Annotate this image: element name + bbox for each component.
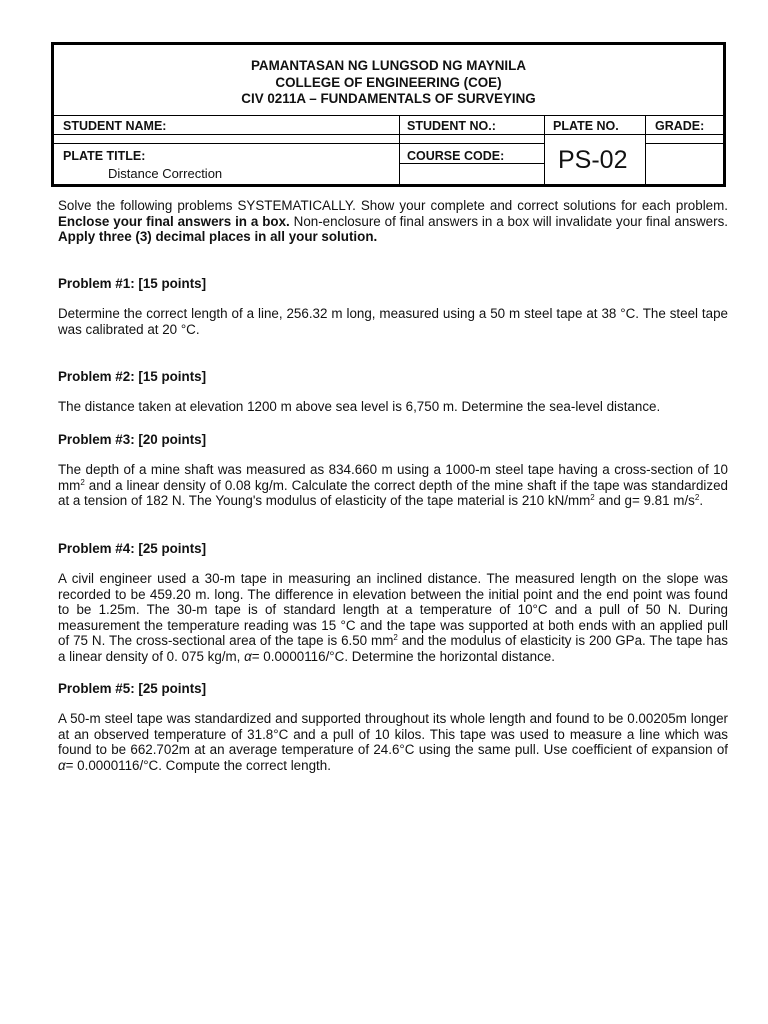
problem-2-text: The distance taken at elevation 1200 m above sea level is 6,750 m. Determine the sea-level distance. — [58, 399, 661, 414]
problem-5-text — [58, 711, 728, 773]
problem-3-sup-1: 2 — [80, 477, 85, 487]
student-no-label: STUDENT NO.: — [407, 119, 496, 133]
problem-4-text-2: and the modulus of elasticity is 200 GPa. The tape has a linear density of 0. 075 kg/m, — [58, 633, 728, 664]
instructions-text-1: Solve the following problems SYSTEMATICALLY. Show your complete and correct solutions for each problem. — [58, 198, 728, 213]
grid-line-sub — [399, 163, 544, 164]
problem-3-text — [58, 462, 728, 509]
problem-4-heading: Problem #4: [25 points] — [58, 541, 207, 556]
instructions-text-2: Non-enclosure of final answers in a box will invalidate your final answers. — [289, 213, 728, 229]
grid-line-mid — [54, 134, 723, 135]
grid-vline-2 — [544, 115, 545, 184]
student-name-label: STUDENT NAME: — [63, 119, 167, 133]
problem-3-text-4: . — [699, 493, 704, 509]
grid-vline-3 — [645, 115, 646, 184]
problem-3-sup-3: 2 — [694, 493, 700, 503]
problem-5-alpha: α — [58, 757, 66, 773]
plate-title-label: PLATE TITLE: — [63, 149, 146, 163]
problem-4-text-1: A civil engineer used a 30-m tape in measuring an inclined distance. The measured length on the slope was recorded to be 459.20 m. long. The difference in elevation between the initial point and the end point was found to be 1.25m. The 30-m tape is of standard length at a temperature of 10°C and a pull of 50 N. During measurement the temperature reading was 15 °C and the tape was supported at both ends with an applied pull of 75 N. The cross-sectional area of the tape is 6.50 mm — [58, 571, 728, 649]
university-name: PAMANTASAN NG LUNGSOD NG MAYNILA — [250, 58, 526, 73]
instructions-bold-2: Apply three (3) decimal places in all your solution. — [58, 229, 378, 245]
header-box — [51, 42, 726, 187]
problem-3-sup-2: 2 — [590, 493, 595, 503]
header-titles — [54, 58, 723, 108]
problem-3-text-2: and a linear density of 0.08 kg/m. Calculate the correct depth of the mine shaft if the tape was standardized at a tension of 182 N. The Young's modulus of elasticity of the tape material is 210 kN/mm — [58, 477, 728, 509]
problem-5-heading: Problem #5: [25 points] — [58, 681, 207, 696]
problem-3-text-1: The depth of a mine shaft was measured as 834.660 m using a 1000-m steel tape having a cross-section of 10 mm — [58, 462, 728, 493]
plate-no-label: PLATE NO. — [553, 119, 619, 133]
problem-5-text-2: = 0.0000116/°C. Compute the correct length. — [65, 757, 331, 773]
problem-4-text — [58, 571, 728, 665]
course-title: CIV 0211A – FUNDAMENTALS OF SURVEYING — [241, 91, 536, 106]
college-name: COLLEGE OF ENGINEERING (COE) — [275, 74, 502, 90]
problem-3-heading: Problem #3: [20 points] — [58, 432, 207, 447]
problem-2-heading: Problem #2: [15 points] — [58, 369, 207, 384]
grid-line-lower-left — [54, 143, 544, 144]
plate-title-value: Distance Correction — [108, 166, 223, 181]
problem-1-heading: Problem #1: [15 points] — [58, 276, 207, 291]
grid-line-top — [54, 115, 723, 116]
problem-5-text-1: A 50-m steel tape was standardized and supported throughout its whole length and found to be 0.00205m longer at an observed temperature of 31.8°C and a pull of 10 kilos. This tape was used to measure a line which was found to be 662.702m at an average temperature of 24.6°C using the same pull. Use coefficient of expansion of — [58, 711, 728, 758]
grid-line-lower-right — [645, 143, 723, 144]
plate-code: PS-02 — [558, 146, 628, 174]
instructions-bold-1: Enclose your final answers in a box. — [58, 213, 290, 229]
problem-1-text: Determine the correct length of a line, 256.32 m long, measured using a 50 m steel tape at 38 °C. The steel tape was calibrated at 20 °C. — [58, 306, 728, 337]
problem-4-sup-1: 2 — [393, 633, 398, 643]
instructions — [58, 198, 728, 245]
grid-vline-1 — [399, 115, 400, 184]
course-code-label: COURSE CODE: — [407, 149, 505, 163]
problem-4-alpha: α — [244, 648, 252, 664]
problem-4-text-3: = 0.0000116/°C. Determine the horizontal distance. — [251, 648, 555, 664]
problem-3-text-3: and g= 9.81 m/s — [594, 493, 695, 509]
grade-label: GRADE: — [655, 119, 705, 133]
